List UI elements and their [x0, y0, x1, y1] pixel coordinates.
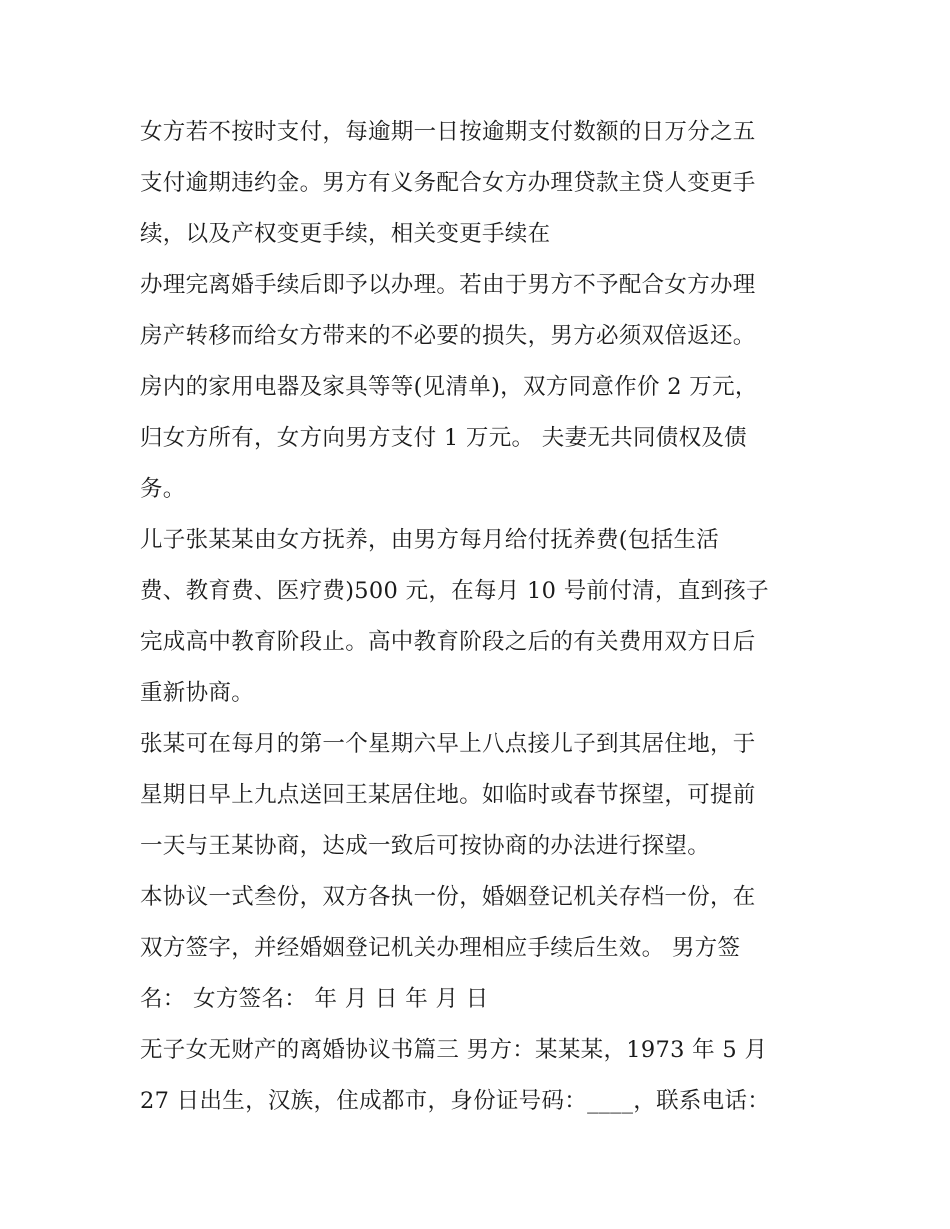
text-line: 本协议一式叁份，双方各执一份，婚姻登记机关存档一份，在	[140, 884, 756, 910]
text-line: 名： 女方签名： 年 月 日 年 月 日	[140, 986, 489, 1012]
text-line: 完成高中教育阶段止。高中教育阶段之后的有关费用双方日后	[140, 629, 756, 655]
text-line: 双方签字，并经婚姻登记机关办理相应手续后生效。 男方签	[140, 935, 741, 961]
text-line: 房内的家用电器及家具等等(见清单)，双方同意作价 2 万元，	[140, 374, 758, 400]
text-line: 无子女无财产的离婚协议书篇三 男方：某某某，1973 年 5 月	[140, 1037, 768, 1063]
text-line: 归女方所有，女方向男方支付 1 万元。 夫妻无共同债权及债	[140, 425, 747, 451]
text-line: 一天与王某协商，达成一致后可按协商的办法进行探望。	[140, 833, 711, 859]
text-line: 续，以及产权变更手续，相关变更手续在	[140, 221, 551, 247]
text-line: 儿子张某某由女方抚养，由男方每月给付抚养费(包括生活	[140, 527, 720, 553]
text-line: 27 日出生，汉族，住成都市，身份证号码：____，联系电话：	[140, 1088, 771, 1114]
text-line: 重新协商。	[140, 680, 255, 706]
text-line: 星期日早上九点送回王某居住地。如临时或春节探望，可提前	[140, 782, 756, 808]
text-line: 务。	[140, 476, 186, 502]
text-line: 房产转移而给女方带来的不必要的损失，男方必须双倍返还。	[140, 323, 756, 349]
text-line: 张某可在每月的第一个星期六早上八点接儿子到其居住地，于	[140, 731, 756, 757]
text-line: 支付逾期违约金。男方有义务配合女方办理贷款主贷人变更手	[140, 170, 756, 196]
text-line: 办理完离婚手续后即予以办理。若由于男方不予配合女方办理	[140, 272, 756, 298]
text-line: 女方若不按时支付，每逾期一日按逾期支付数额的日万分之五	[140, 119, 756, 145]
document-body	[140, 107, 820, 1127]
text-line: 费、教育费、医疗费)500 元，在每月 10 号前付清，直到孩子	[140, 578, 769, 604]
